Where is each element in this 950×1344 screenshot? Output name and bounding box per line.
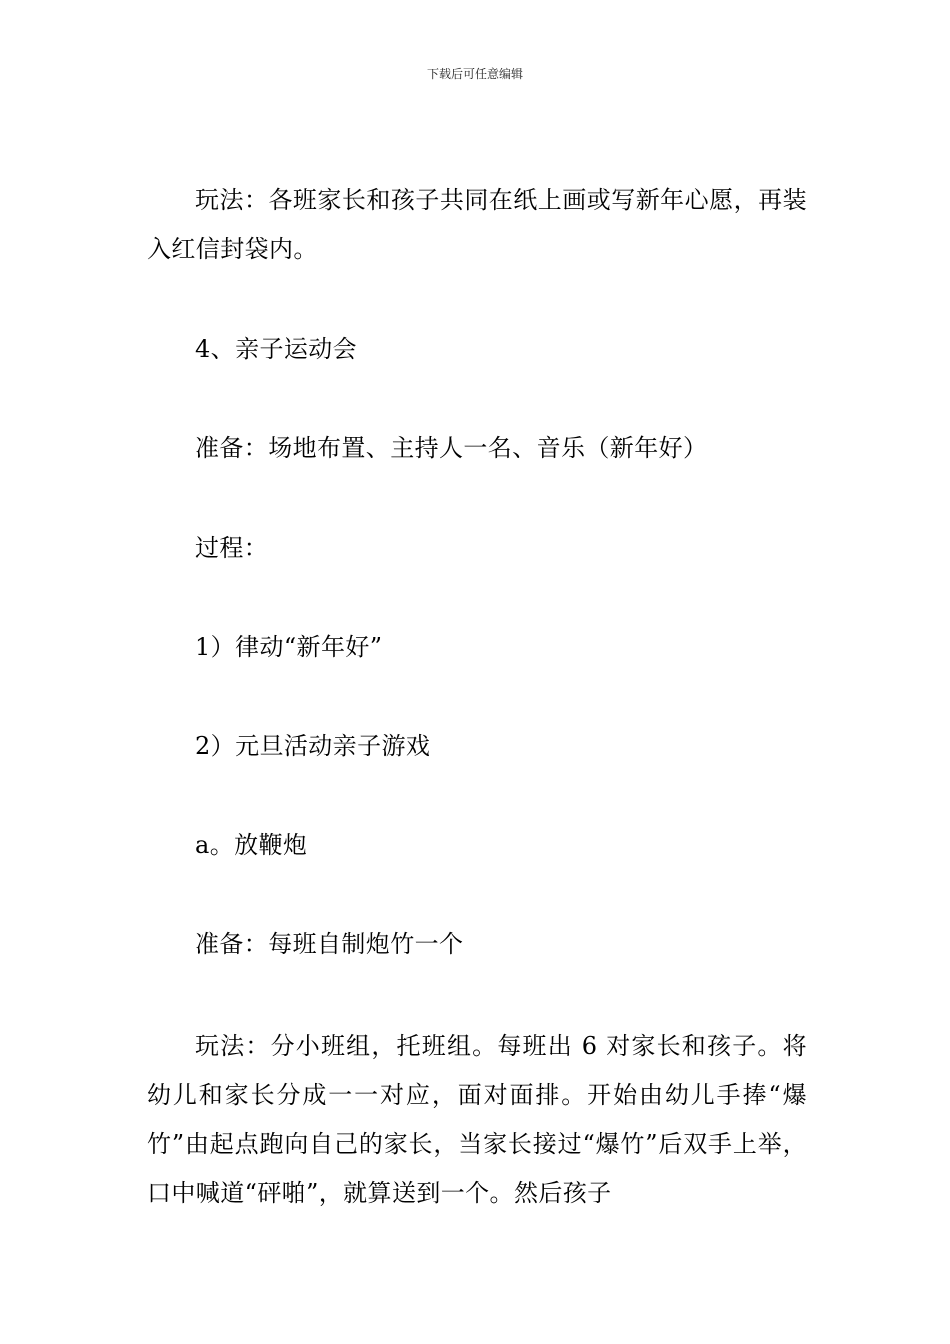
- paragraph-play-method-relay: 玩法：分小班组，托班组。每班出 6 对家长和孩子。将幼儿和家长分成一一对应，面对面排。开始由幼儿手捧“爆竹”由起点跑向自己的家长，当家长接过“爆竹”后双手上举，口中喊道“砰啪”，就算送到一个。然后孩子: [147, 1032, 807, 1207]
- page-header: 下载后可任意编辑: [426, 67, 523, 81]
- paragraph-rhythm-new-year: 1）律动“新年好”: [195, 633, 383, 661]
- paragraph-preparation-firecracker: 准备：每班自制炮竹一个: [195, 930, 464, 958]
- paragraph-section-sports-meet: 4、亲子运动会: [195, 335, 358, 363]
- paragraph-firecrackers: a。放鞭炮: [195, 831, 308, 859]
- paragraph-preparation-venue: 准备：场地布置、主持人一名、音乐（新年好）: [195, 434, 708, 462]
- paragraph-parent-child-games: 2）元旦活动亲子游戏: [195, 732, 431, 760]
- paragraph-process: 过程：: [195, 534, 269, 562]
- paragraph-play-method-wishes: 玩法：各班家长和孩子共同在纸上画或写新年心愿，再装入红信封袋内。: [147, 186, 807, 263]
